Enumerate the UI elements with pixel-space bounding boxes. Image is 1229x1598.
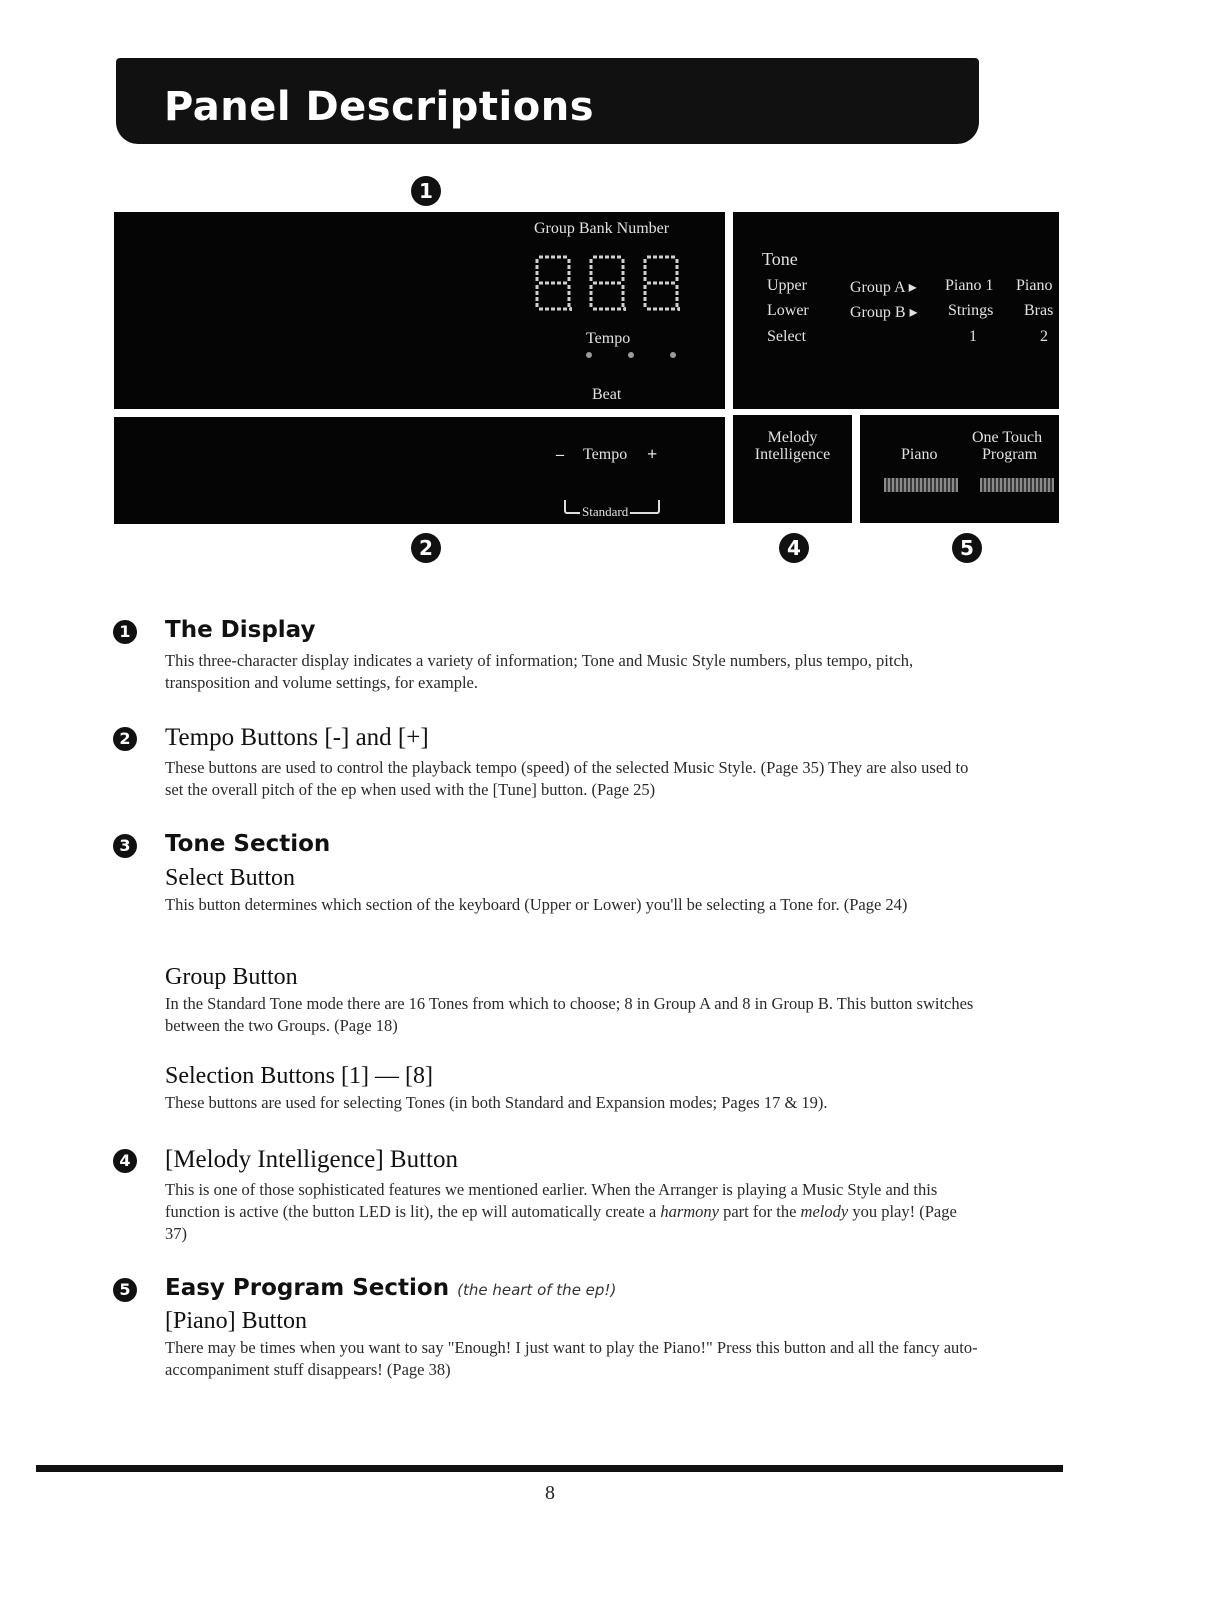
callout-1: 1: [411, 176, 441, 206]
section-easy-program-title: [165, 1275, 616, 1301]
page-title: Panel Descriptions: [164, 84, 594, 130]
piano-button-text: There may be times when you want to say "Enough! I just want to play the Piano!" Press this button and all the fancy auto-accompaniment stuff disappears! (Page 38): [165, 1338, 978, 1379]
group-button-title: Group Button: [165, 964, 298, 990]
melody-intelligence-label-line2: Intelligence: [754, 446, 831, 463]
piano-button-label[interactable]: Piano: [901, 446, 938, 463]
led-digit-1: [534, 254, 572, 312]
tone-upper-label: Upper: [767, 277, 807, 294]
easy-program-aside: (the heart of the ep!): [457, 1281, 617, 1299]
section-2-marker: 2: [113, 727, 137, 751]
callout-2: 2: [411, 533, 441, 563]
tone-brass-label: Bras: [1024, 302, 1054, 319]
section-display-title: The Display: [165, 617, 316, 643]
melody-text-part-c: you play! (Page 37): [165, 1202, 957, 1243]
melody-text-part-a: This is one of those sophisticated features we mentioned earlier. When the Arranger is playing a Music Style and this function is active (the button LED is lit), the ep will automatically create a: [165, 1180, 938, 1221]
section-3-marker: 3: [113, 834, 137, 858]
one-touch-label: One Touch: [972, 429, 1043, 446]
melody-intelligence-label-line1: Melody: [767, 429, 818, 446]
display-beat-label: Beat: [592, 386, 622, 403]
group-button-text: In the Standard Tone mode there are 16 Tones from which to choose; 8 in Group A and 8 in Group B. This button switches between the two Groups. (Page 18): [165, 994, 974, 1035]
melody-text-part-b: part for the: [718, 1202, 801, 1221]
beat-led-1: [586, 352, 592, 358]
select-button-title: Select Button: [165, 865, 295, 891]
page-number: 8: [545, 1482, 555, 1504]
section-tone-title: Tone Section: [165, 831, 331, 857]
display-tempo-label: Tempo: [586, 330, 631, 347]
tempo-minus-button[interactable]: –: [556, 446, 564, 463]
one-touch-program-label[interactable]: Program: [982, 446, 1038, 463]
tone-strings-label: Strings: [948, 302, 994, 319]
selection-buttons-title: Selection Buttons [1] — [8]: [165, 1063, 433, 1089]
beat-led-3: [670, 352, 676, 358]
standard-label: Standard: [582, 504, 629, 519]
selection-buttons-text: These buttons are used for selecting Tones (in both Standard and Expansion modes; Pages 17 & 19).: [165, 1093, 828, 1112]
display-group-bank-number-label: Group Bank Number: [534, 220, 670, 237]
tone-lower-label: Lower: [767, 302, 809, 319]
led-digit-2: [588, 254, 626, 312]
tempo-plus-button[interactable]: +: [647, 444, 658, 464]
callout-5: 5: [952, 533, 982, 563]
section-tempo-text: These buttons are used to control the playback tempo (speed) of the selected Music Style. (Page 35) They are also used to set the overall pitch of the ep when used with the [Tune] button. (Page 25): [165, 758, 969, 799]
section-4-marker: 4: [113, 1149, 137, 1173]
tone-select-button-label[interactable]: Select: [767, 328, 807, 345]
page-header-banner: [116, 58, 979, 144]
tone-piano1-label: Piano 1: [945, 277, 994, 294]
section-melody-title: [Melody Intelligence] Button: [165, 1146, 458, 1173]
beat-indicator-leds: [586, 352, 678, 360]
beat-led-2: [628, 352, 634, 358]
callout-4: 4: [779, 533, 809, 563]
tone-piano2-label: Piano: [1016, 277, 1053, 294]
section-1-marker: 1: [113, 620, 137, 644]
piano-button-title: [Piano] Button: [165, 1308, 307, 1334]
melody-text-melody: melody: [800, 1202, 849, 1221]
led-digit-3: [642, 254, 680, 312]
tone-selection-button-2[interactable]: 2: [1040, 328, 1048, 345]
section-tempo-title: Tempo Buttons [-] and [+]: [165, 724, 429, 751]
easy-program-title-text: Easy Program Section: [165, 1275, 450, 1301]
melody-text-harmony: harmony: [660, 1202, 719, 1221]
section-melody-text: [165, 1179, 980, 1245]
one-touch-program-button[interactable]: [980, 478, 1054, 492]
tone-selection-button-1[interactable]: 1: [969, 328, 977, 345]
tone-group-b-label: Group B ▸: [850, 304, 918, 321]
section-display-text: This three-character display indicates a variety of information; Tone and Music Style numbers, plus tempo, pitch, transposition and volume settings, for example.: [165, 651, 914, 692]
tone-group-a-label: Group A ▸: [850, 279, 917, 296]
tone-title: Tone: [762, 249, 798, 269]
tempo-buttons-label: Tempo: [583, 446, 628, 463]
footer-rule: [36, 1465, 1063, 1472]
piano-button[interactable]: [884, 478, 958, 492]
section-5-marker: 5: [113, 1278, 137, 1302]
select-button-text: This button determines which section of the keyboard (Upper or Lower) you'll be selecting a Tone for. (Page 24): [165, 895, 908, 914]
